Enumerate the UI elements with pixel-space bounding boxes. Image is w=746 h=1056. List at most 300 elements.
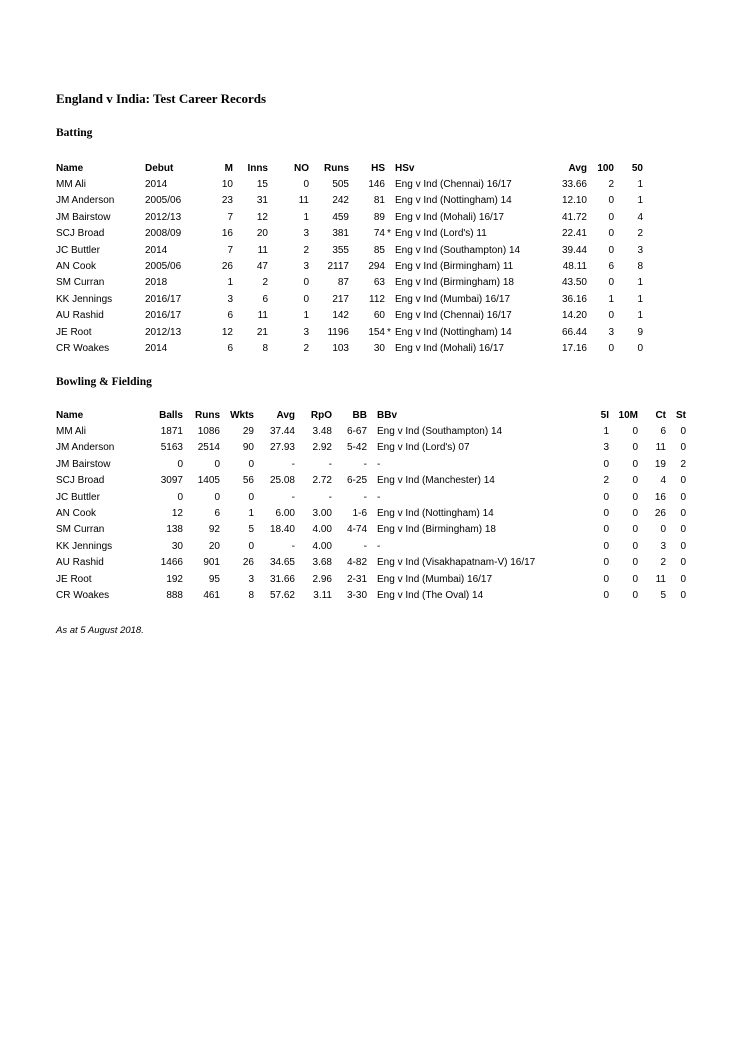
cell-wickets: 1 — [248, 508, 254, 520]
cell-wickets: 5 — [248, 524, 254, 536]
cell-debut: 2012/13 — [145, 211, 182, 223]
cell-hundreds: 0 — [608, 310, 614, 322]
cell-fifties: 9 — [637, 326, 643, 338]
cell-not-outs: 3 — [303, 228, 309, 240]
cell-fifties: 0 — [637, 342, 643, 354]
cell-bb-venue: Eng v Ind (Visakhapatnam-V) 16/17 — [377, 557, 536, 569]
cell-hs-venue: Eng v Ind (Chennai) 16/17 — [395, 310, 512, 322]
col-header-innings: Inns — [247, 162, 268, 174]
cell-innings: 15 — [256, 179, 268, 191]
table-row — [56, 258, 643, 274]
cell-best-bowling: 6-25 — [346, 475, 367, 487]
cell-debut: 2018 — [145, 277, 168, 289]
cell-hundreds: 0 — [608, 211, 614, 223]
cell-fifties: 1 — [637, 179, 643, 191]
cell-runs-per-over: - — [328, 491, 332, 503]
bowling-rows — [56, 423, 686, 603]
cell-bb-venue: Eng v Ind (Nottingham) 14 — [377, 508, 494, 520]
cell-five-wicket-innings: 0 — [603, 589, 609, 601]
col-header-balls: Balls — [159, 409, 183, 421]
cell-five-wicket-innings: 0 — [603, 540, 609, 552]
cell-hundreds: 0 — [608, 342, 614, 354]
cell-average: 27.93 — [269, 442, 295, 454]
cell-runs: 20 — [208, 540, 220, 552]
cell-runs: 217 — [332, 293, 349, 305]
cell-runs: 1405 — [197, 475, 220, 487]
cell-runs: 2117 — [327, 261, 349, 273]
table-row — [56, 587, 686, 603]
cell-matches: 6 — [227, 310, 233, 322]
cell-player-name: AN Cook — [56, 508, 97, 520]
table-row — [56, 522, 686, 538]
bowling-fielding-table — [56, 407, 686, 604]
cell-ten-wicket-matches: 0 — [632, 573, 638, 585]
cell-player-name: AU Rashid — [56, 310, 104, 322]
cell-average: 48.11 — [562, 261, 587, 273]
cell-catches: 2 — [660, 557, 666, 569]
table-row — [56, 291, 643, 307]
cell-bb-venue: Eng v Ind (Manchester) 14 — [377, 475, 495, 487]
cell-matches: 7 — [227, 244, 233, 256]
cell-matches: 26 — [221, 261, 233, 273]
cell-high-score: 85 — [373, 244, 385, 256]
cell-five-wicket-innings: 1 — [603, 426, 609, 438]
cell-innings: 8 — [262, 342, 268, 354]
cell-high-score: 74 — [373, 228, 385, 240]
cell-debut: 2014 — [145, 342, 168, 354]
table-row — [56, 308, 643, 324]
cell-average: 14.20 — [561, 310, 587, 322]
table-row — [56, 473, 686, 489]
cell-five-wicket-innings: 0 — [603, 458, 609, 470]
table-row — [56, 242, 643, 258]
col-header-runs: Runs — [324, 162, 349, 174]
col-header-hs-venue: HSv — [395, 162, 415, 174]
cell-high-score: 294 — [368, 261, 385, 273]
col-header-average: Avg — [276, 409, 295, 421]
cell-stumpings: 0 — [680, 491, 686, 503]
table-row — [56, 538, 686, 554]
cell-wickets: 26 — [242, 557, 254, 569]
col-header-debut: Debut — [145, 162, 174, 174]
cell-hs-venue: Eng v Ind (Birmingham) 11 — [395, 261, 514, 273]
cell-hundreds: 6 — [608, 261, 614, 273]
cell-matches: 7 — [227, 211, 233, 223]
cell-debut: 2016/17 — [145, 293, 182, 305]
cell-wickets: 0 — [248, 540, 254, 552]
cell-average: 6.00 — [275, 508, 295, 520]
cell-catches: 11 — [655, 573, 666, 585]
cell-player-name: AN Cook — [56, 261, 97, 273]
cell-fifties: 2 — [637, 228, 643, 240]
cell-not-outs: 2 — [303, 244, 309, 256]
cell-five-wicket-innings: 0 — [603, 508, 609, 520]
cell-debut: 2014 — [145, 244, 168, 256]
cell-runs: 381 — [332, 228, 349, 240]
cell-runs-per-over: 3.11 — [313, 589, 332, 601]
cell-catches: 16 — [654, 491, 666, 503]
col-header-matches: M — [224, 162, 233, 174]
cell-runs: 355 — [332, 244, 349, 256]
cell-bb-venue: - — [377, 458, 381, 470]
table-row — [56, 456, 686, 472]
cell-player-name: SM Curran — [56, 277, 105, 289]
col-header-best-bowling: BB — [352, 409, 367, 421]
cell-hundreds: 0 — [608, 244, 614, 256]
cell-fifties: 1 — [637, 310, 643, 322]
cell-five-wicket-innings: 0 — [603, 557, 609, 569]
cell-average: 31.66 — [269, 573, 295, 585]
col-header-catches: Ct — [655, 409, 666, 421]
cell-best-bowling: - — [363, 540, 367, 552]
cell-average: 17.16 — [561, 342, 587, 354]
cell-player-name: CR Woakes — [56, 342, 110, 354]
cell-runs: 1196 — [327, 326, 349, 338]
table-row — [56, 226, 643, 242]
cell-balls: 0 — [177, 491, 183, 503]
batting-heading: Batting — [56, 127, 93, 139]
cell-not-out-marker — [385, 258, 395, 274]
cell-average: 39.44 — [561, 244, 587, 256]
cell-fifties: 1 — [637, 195, 643, 207]
cell-player-name: JC Buttler — [56, 491, 100, 503]
cell-balls: 30 — [171, 540, 183, 552]
cell-bb-venue: Eng v Ind (Mumbai) 16/17 — [377, 573, 493, 585]
cell-runs-per-over: 4.00 — [312, 540, 332, 552]
cell-runs: 92 — [208, 524, 220, 536]
cell-player-name: KK Jennings — [56, 293, 113, 305]
table-row — [56, 340, 643, 356]
cell-catches: 19 — [654, 458, 666, 470]
batting-header-row — [56, 160, 643, 176]
cell-innings: 20 — [256, 228, 268, 240]
table-row — [56, 489, 686, 505]
cell-matches: 3 — [227, 293, 233, 305]
cell-stumpings: 0 — [680, 508, 686, 520]
cell-five-wicket-innings: 3 — [603, 442, 609, 454]
cell-bb-venue: - — [377, 491, 381, 503]
col-header-five-wicket-innings: 5I — [600, 409, 609, 421]
cell-ten-wicket-matches: 0 — [632, 508, 638, 520]
cell-average: - — [291, 491, 295, 503]
cell-average: - — [291, 540, 295, 552]
cell-five-wicket-innings: 0 — [603, 524, 609, 536]
cell-high-score: 89 — [373, 211, 385, 223]
cell-wickets: 0 — [248, 458, 254, 470]
cell-ten-wicket-matches: 0 — [632, 540, 638, 552]
cell-average: 25.08 — [269, 475, 295, 487]
cell-runs: 1086 — [197, 426, 220, 438]
cell-innings: 31 — [256, 195, 268, 207]
cell-bb-venue: Eng v Ind (The Oval) 14 — [377, 589, 484, 601]
cell-player-name: JE Root — [56, 573, 92, 585]
cell-stumpings: 0 — [680, 442, 686, 454]
cell-best-bowling: - — [363, 458, 367, 470]
cell-player-name: SCJ Broad — [56, 475, 105, 487]
cell-player-name: JE Root — [56, 326, 92, 338]
cell-balls: 0 — [177, 458, 183, 470]
cell-wickets: 0 — [248, 491, 254, 503]
col-header-high-score: HS — [371, 162, 385, 174]
cell-high-score: 112 — [369, 293, 385, 305]
cell-runs: 95 — [208, 573, 220, 585]
cell-matches: 10 — [221, 179, 233, 191]
cell-best-bowling: 4-82 — [346, 557, 367, 569]
cell-hundreds: 0 — [608, 277, 614, 289]
cell-not-out-marker — [385, 275, 395, 291]
cell-five-wicket-innings: 0 — [603, 573, 609, 585]
cell-player-name: JM Anderson — [56, 195, 115, 207]
cell-fifties: 3 — [637, 244, 643, 256]
cell-bb-venue: Eng v Ind (Lord's) 07 — [377, 442, 470, 454]
cell-not-outs: 3 — [303, 326, 309, 338]
cell-debut: 2008/09 — [145, 228, 182, 240]
cell-average: - — [291, 458, 295, 470]
cell-player-name: JM Bairstow — [56, 211, 111, 223]
col-header-runs-per-over: RpO — [310, 409, 332, 421]
cell-high-score: 154 — [368, 326, 385, 338]
cell-catches: 0 — [660, 524, 666, 536]
cell-high-score: 146 — [368, 179, 385, 191]
cell-player-name: JM Bairstow — [56, 458, 111, 470]
cell-runs: 2514 — [197, 442, 220, 454]
cell-fifties: 8 — [637, 261, 643, 273]
cell-debut: 2005/06 — [145, 261, 182, 273]
col-header-ten-wicket-matches: 10M — [618, 409, 638, 421]
cell-catches: 5 — [660, 589, 666, 601]
cell-high-score: 63 — [373, 277, 385, 289]
col-header-not-outs: NO — [294, 162, 309, 174]
cell-debut: 2012/13 — [145, 326, 182, 338]
cell-not-out-marker — [385, 291, 395, 307]
as-at-note: As at 5 August 2018. — [56, 625, 144, 636]
cell-debut: 2014 — [145, 179, 168, 191]
cell-hs-venue: Eng v Ind (Southampton) 14 — [395, 244, 521, 256]
cell-not-outs: 2 — [303, 342, 309, 354]
table-row — [56, 209, 643, 225]
batting-table — [56, 160, 643, 357]
cell-ten-wicket-matches: 0 — [632, 589, 638, 601]
cell-not-outs: 1 — [303, 310, 309, 322]
cell-runs: 0 — [214, 458, 220, 470]
cell-matches: 6 — [227, 342, 233, 354]
cell-not-outs: 0 — [303, 277, 309, 289]
cell-player-name: AU Rashid — [56, 557, 104, 569]
col-header-runs: Runs — [195, 409, 220, 421]
col-header-hundreds: 100 — [597, 162, 614, 174]
cell-stumpings: 0 — [680, 426, 686, 438]
table-row — [56, 275, 643, 291]
cell-hundreds: 0 — [608, 228, 614, 240]
cell-average: 37.44 — [269, 426, 295, 438]
cell-runs-per-over: 4.00 — [312, 524, 332, 536]
cell-ten-wicket-matches: 0 — [632, 557, 638, 569]
cell-innings: 12 — [256, 211, 268, 223]
cell-innings: 21 — [256, 326, 268, 338]
col-header-fifties: 50 — [631, 162, 643, 174]
cell-hs-venue: Eng v Ind (Nottingham) 14 — [395, 326, 512, 338]
cell-hs-venue: Eng v Ind (Mohali) 16/17 — [395, 211, 504, 223]
cell-catches: 11 — [655, 442, 666, 454]
cell-runs: 142 — [332, 310, 349, 322]
cell-player-name: JC Buttler — [56, 244, 100, 256]
cell-not-out-marker: * — [387, 326, 391, 338]
cell-average: 34.65 — [269, 557, 295, 569]
cell-stumpings: 0 — [680, 540, 686, 552]
cell-fifties: 4 — [637, 211, 643, 223]
cell-stumpings: 0 — [680, 475, 686, 487]
cell-runs: 103 — [332, 342, 349, 354]
cell-not-out-marker — [385, 209, 395, 225]
cell-best-bowling: 3-30 — [346, 589, 367, 601]
cell-runs-per-over: - — [328, 458, 332, 470]
cell-stumpings: 0 — [680, 573, 686, 585]
bowling-header-row — [56, 407, 686, 423]
cell-ten-wicket-matches: 0 — [632, 475, 638, 487]
cell-balls: 1466 — [160, 557, 183, 569]
cell-matches: 1 — [227, 277, 233, 289]
table-row — [56, 505, 686, 521]
col-header-wickets: Wkts — [230, 409, 254, 421]
table-row — [56, 423, 686, 439]
cell-not-out-marker — [385, 176, 395, 192]
cell-catches: 26 — [654, 508, 666, 520]
cell-catches: 3 — [660, 540, 666, 552]
cell-balls: 12 — [171, 508, 183, 520]
cell-matches: 16 — [221, 228, 233, 240]
table-row — [56, 176, 643, 192]
cell-best-bowling: 1-6 — [352, 508, 367, 520]
cell-runs: 505 — [332, 179, 349, 191]
cell-not-out-marker: * — [387, 228, 391, 240]
cell-player-name: SCJ Broad — [56, 228, 105, 240]
cell-not-out-marker — [385, 193, 395, 209]
cell-innings: 47 — [256, 261, 268, 273]
col-header-name: Name — [56, 162, 84, 174]
cell-best-bowling: 5-42 — [346, 442, 367, 454]
col-header-stumpings: St — [676, 409, 686, 421]
cell-innings: 11 — [257, 310, 268, 322]
cell-high-score: 60 — [373, 310, 385, 322]
cell-player-name: MM Ali — [56, 179, 86, 191]
cell-hundreds: 3 — [608, 326, 614, 338]
cell-wickets: 8 — [248, 589, 254, 601]
cell-average: 33.66 — [561, 179, 587, 191]
cell-player-name: KK Jennings — [56, 540, 113, 552]
cell-not-outs: 0 — [303, 293, 309, 305]
cell-five-wicket-innings: 2 — [603, 475, 609, 487]
cell-best-bowling: 4-74 — [346, 524, 367, 536]
cell-hs-venue: Eng v Ind (Chennai) 16/17 — [395, 179, 512, 191]
cell-player-name: SM Curran — [56, 524, 105, 536]
col-header-star — [385, 160, 395, 176]
cell-wickets: 90 — [242, 442, 254, 454]
cell-not-outs: 1 — [303, 211, 309, 223]
cell-hs-venue: Eng v Ind (Lord's) 11 — [395, 228, 487, 240]
cell-innings: 11 — [257, 244, 268, 256]
cell-runs-per-over: 3.00 — [312, 508, 332, 520]
cell-runs: 242 — [332, 195, 349, 207]
cell-hs-venue: Eng v Ind (Mumbai) 16/17 — [395, 293, 511, 305]
cell-balls: 5163 — [160, 442, 183, 454]
col-header-average: Avg — [568, 162, 587, 174]
cell-wickets: 3 — [248, 573, 254, 585]
col-header-bb-venue: BBv — [377, 409, 398, 421]
cell-average: 57.62 — [269, 589, 295, 601]
cell-innings: 6 — [262, 293, 268, 305]
cell-stumpings: 0 — [680, 557, 686, 569]
cell-matches: 12 — [221, 326, 233, 338]
cell-hs-venue: Eng v Ind (Birmingham) 18 — [395, 277, 514, 289]
table-row — [56, 440, 686, 456]
cell-stumpings: 2 — [680, 458, 686, 470]
cell-runs: 461 — [203, 589, 220, 601]
cell-matches: 23 — [221, 195, 233, 207]
table-row — [56, 193, 643, 209]
cell-catches: 6 — [660, 426, 666, 438]
cell-player-name: CR Woakes — [56, 589, 110, 601]
cell-average: 43.50 — [561, 277, 587, 289]
cell-runs: 6 — [214, 508, 220, 520]
cell-innings: 2 — [262, 277, 268, 289]
cell-ten-wicket-matches: 0 — [632, 442, 638, 454]
cell-average: 22.41 — [561, 228, 587, 240]
cell-ten-wicket-matches: 0 — [632, 491, 638, 503]
cell-not-outs: 11 — [298, 195, 309, 207]
cell-average: 36.16 — [561, 293, 587, 305]
cell-hundreds: 1 — [608, 293, 614, 305]
cell-not-out-marker — [385, 242, 395, 258]
cell-average: 66.44 — [561, 326, 587, 338]
col-header-name: Name — [56, 409, 84, 421]
table-row — [56, 555, 686, 571]
cell-not-out-marker — [385, 340, 395, 356]
page-title: England v India: Test Career Records — [56, 91, 267, 106]
cell-best-bowling: 6-67 — [346, 426, 367, 438]
batting-rows — [56, 176, 643, 356]
cell-average: 12.10 — [561, 195, 587, 207]
cell-runs-per-over: 2.72 — [312, 475, 332, 487]
cell-player-name: MM Ali — [56, 426, 86, 438]
cell-wickets: 56 — [242, 475, 254, 487]
table-row — [56, 324, 643, 340]
cell-ten-wicket-matches: 0 — [632, 524, 638, 536]
cell-balls: 3097 — [160, 475, 183, 487]
cell-runs: 0 — [214, 491, 220, 503]
cell-hundreds: 2 — [608, 179, 614, 191]
cell-balls: 138 — [166, 524, 183, 536]
cell-high-score: 30 — [373, 342, 385, 354]
cell-stumpings: 0 — [680, 589, 686, 601]
cell-ten-wicket-matches: 0 — [632, 458, 638, 470]
cell-runs: 901 — [203, 557, 220, 569]
cell-catches: 4 — [660, 475, 666, 487]
cell-runs-per-over: 3.48 — [312, 426, 332, 438]
cell-best-bowling: - — [363, 491, 367, 503]
cell-bb-venue: Eng v Ind (Southampton) 14 — [377, 426, 503, 438]
cell-average: 41.72 — [561, 211, 587, 223]
cell-bb-venue: Eng v Ind (Birmingham) 18 — [377, 524, 496, 536]
cell-runs: 87 — [337, 277, 349, 289]
cell-high-score: 81 — [373, 195, 385, 207]
cell-runs-per-over: 2.92 — [312, 442, 332, 454]
cell-five-wicket-innings: 0 — [603, 491, 609, 503]
cell-hundreds: 0 — [608, 195, 614, 207]
cell-best-bowling: 2-31 — [346, 573, 367, 585]
cell-average: 18.40 — [269, 524, 295, 536]
cell-ten-wicket-matches: 0 — [632, 426, 638, 438]
cell-bb-venue: - — [377, 540, 381, 552]
